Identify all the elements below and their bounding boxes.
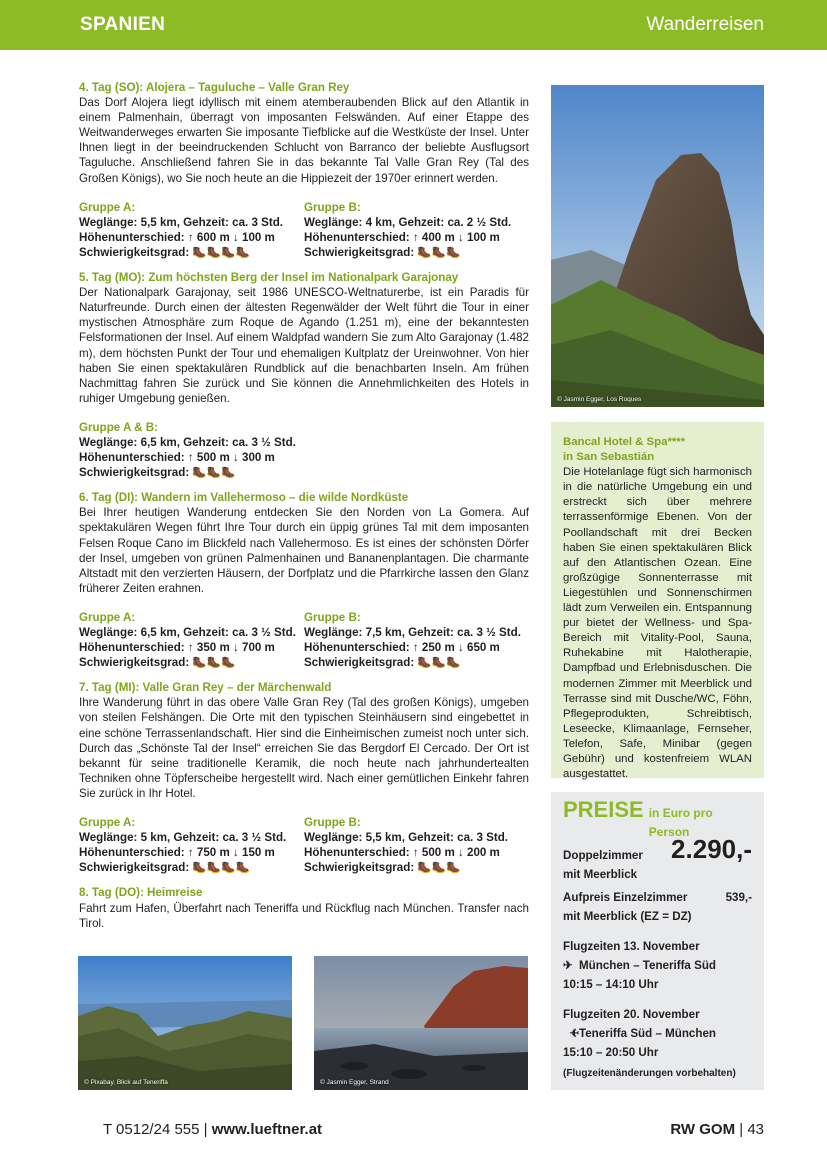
group-a: [79, 815, 304, 875]
day-6: [79, 490, 529, 670]
flight-route-row: [563, 956, 752, 975]
day-4: [79, 80, 529, 260]
flight-route: München – Teneriffa Süd: [579, 959, 716, 972]
hotel-box: [551, 422, 764, 781]
group-title: Gruppe A:: [79, 816, 136, 830]
prices-subtitle: in Euro pro Person: [648, 806, 713, 839]
footer-contact: [103, 1121, 322, 1138]
group-a: [79, 610, 304, 670]
group-length: Weglänge: 7,5 km, Gehzeit: ca. 3 ½ Std.: [304, 626, 521, 639]
double-room-amount: 2.290,-: [671, 834, 752, 864]
group-length: Weglänge: 4 km, Gehzeit: ca. 2 ½ Std.: [304, 215, 512, 229]
day-text: Bei Ihrer heutigen Wanderung entdecken Sie den Norden von La Gomera. Auf spektakulären Wegen führt Ihre Tour durch ein üppig grünes Tal mit dem imposanten Felsen Roque Cano im Blickfeld nach Vallehermoso. Es ist eines der schönsten Dörfer der Insel, umgeben von grünen Palmenhainen und Bananenplantagen. Die charmante Altstadt mit den verzierten Häusern, der Dorfplatz und die Pfarrkirche lassen den Glanz früherer Zeiten erahnen.: [79, 506, 529, 595]
day-title: 4. Tag (SO): Alojera – Taguluche – Valle Gran Rey: [79, 81, 350, 94]
double-room-price: [563, 834, 752, 884]
category-label: Wanderreisen: [646, 14, 764, 35]
group-a: [79, 200, 304, 260]
group-difficulty: Schwierigkeitsgrad: 🥾🥾🥾: [79, 656, 236, 670]
hotel-location: in San Sebastián: [563, 451, 655, 464]
hotel-description: Die Hotelanlage fügt sich harmonisch in die natürliche Umgebung ein und erstreckt sich über mehrere terrassenförmige Ebenen. Von der Poollandschaft mit drei Becken haben Sie einen spektakulären Blick auf den Atlantischen Ozean. Eine großzügige Sonnenterrasse mit Liegestühlen und Sonnenschirmen lädt zum Verweilen ein. Entspannung pur bietet der Wellness- und Spa-Bereich mit Vitality-Pool, Sauna, Ruhekabine mit Halotherapie, Dampfbad und Erlebnisduschen. Die modernen Zimmer mit Meerblick und Terrasse sind mit Dusche/WC, Föhn, Pflegeprodukten, Schreibtisch, Leseecke, Klimaanlage, Fernseher, Telefon, Safe, Minibar (gegen Gebühr) und kostenfreiem WLAN ausgestattet.: [563, 466, 752, 781]
flight-title: Flugzeiten 13. November: [563, 940, 700, 953]
day-title: 6. Tag (DI): Wandern im Vallehermoso – die wilde Nordküste: [79, 491, 409, 505]
group-info: [79, 420, 529, 480]
group-elevation: Höhenunterschied: ↑ 600 m ↓ 100 m: [79, 230, 275, 244]
itinerary-column: [79, 80, 529, 931]
photo-credit: © Jasmin Egger, Strand: [320, 1079, 389, 1086]
footer-phone: T 0512/24 555: [103, 1121, 200, 1138]
group-b: [304, 815, 529, 875]
prices-box: [551, 792, 764, 1090]
plane-arrival-icon: ✈: [569, 1027, 579, 1040]
group-difficulty: Schwierigkeitsgrad: 🥾🥾🥾: [304, 245, 461, 259]
day-text: Das Dorf Alojera liegt idyllisch mit einem atemberaubenden Blick auf den Atlantik in einem Palmenhain, überragt von imposanten Felswänden. Auf einer Etappe des Weitwanderweges erwarten Sie imposante Tiefblicke auf die Westküste der Insel. Unter Ihnen liegt in der beeindruckenden Schlucht von Barranco der beliebte Ausflugsort Taguluche. Anschließend fahren Sie in das bekannte Tal Valle Gran Rey (Tal des Großen Königs), wo Sie noch heute an die Hippiezeit der 1970er erinnert werden.: [79, 96, 529, 185]
prices-title: PREISE: [563, 797, 644, 822]
flight-route-row: [563, 1024, 752, 1043]
group-elevation: Höhenunterschied: ↑ 750 m ↓ 150 m: [79, 846, 275, 860]
flight-outbound: [563, 937, 752, 994]
photo-credit: © Pixabay, Blick auf Teneriffa: [84, 1079, 168, 1086]
group-b: [304, 200, 529, 260]
group-difficulty: Schwierigkeitsgrad: 🥾🥾🥾: [304, 861, 461, 875]
group-elevation: Höhenunterschied: ↑ 400 m ↓ 100 m: [304, 230, 500, 244]
footer-page-info: [670, 1121, 764, 1138]
group-title: Gruppe A & B:: [79, 420, 159, 434]
flight-return: [563, 1005, 752, 1062]
flight-title: Flugzeiten 20. November: [563, 1008, 700, 1021]
day-text: Fahrt zum Hafen, Überfahrt nach Teneriffa und Rückflug nach München. Transfer nach Tirol.: [79, 901, 529, 930]
double-room-label-2: mit Meerblick: [563, 868, 638, 881]
day-text: Ihre Wanderung führt in das obere Valle Gran Rey (Tal des großen Königs), umgeben von steilen Felshängen. Die Orte mit den typischen Steinhäusern sind eingebettet in eine schöne Terrassenlandschaft. Hier sind die Einheimischen zumeist noch unter sich. Durch das „Schönste Tal der Insel“ erreichen Sie das Bergdorf El Cercado. Der Ort ist bekannt für seine traditionelle Keramik, die noch heute nach jahrhundertealten Techniken ohne Töpferscheibe hergestellt wird. Nach einer gemütlichen Einkehr fahren Sie zurück in Ihr Hotel.: [79, 696, 529, 800]
flight-times: 10:15 – 14:10 Uhr: [563, 978, 659, 991]
flight-route: Teneriffa Süd – München: [579, 1027, 716, 1040]
footer-separator: |: [739, 1121, 744, 1138]
flight-note: (Flugzeitenänderungen vorbehalten): [563, 1068, 736, 1079]
group-difficulty: Schwierigkeitsgrad: 🥾🥾🥾: [79, 466, 236, 480]
group-title: Gruppe A:: [79, 610, 136, 624]
footer-separator: |: [203, 1121, 208, 1138]
plane-departure-icon: ✈: [563, 959, 573, 972]
group-length: Weglänge: 6,5 km, Gehzeit: ca. 3 ½ Std.: [79, 626, 296, 639]
group-a-b: [79, 420, 315, 480]
group-info: [79, 610, 529, 670]
beach-image: [314, 956, 528, 1090]
valley-image: [78, 956, 292, 1090]
group-title: Gruppe B:: [304, 200, 361, 214]
day-title: 8. Tag (DO): Heimreise: [79, 886, 203, 900]
group-elevation: Höhenunterschied: ↑ 350 m ↓ 700 m: [79, 641, 275, 655]
single-supplement-label: Aufpreis Einzelzimmer: [563, 891, 688, 904]
single-supplement-label-2: mit Meerblick (EZ = DZ): [563, 910, 692, 923]
group-b: [304, 610, 529, 670]
group-difficulty: Schwierigkeitsgrad: 🥾🥾🥾🥾: [79, 245, 251, 259]
footer-page-number: 43: [747, 1121, 764, 1138]
group-difficulty: Schwierigkeitsgrad: 🥾🥾🥾: [304, 656, 461, 670]
header-bar: [0, 0, 827, 50]
group-length: Weglänge: 5,5 km, Gehzeit: ca. 3 Std.: [79, 215, 284, 229]
country-label: SPANIEN: [80, 14, 166, 35]
single-supplement-price: [563, 888, 752, 926]
footer-website-link[interactable]: www.lueftner.at: [211, 1121, 323, 1138]
day-text: Der Nationalpark Garajonay, seit 1986 UNESCO-Weltnaturerbe, ist ein Paradis für Naturfreunde. Durch einen der ältesten Regenwälder der Welt führt die Tour in einer mystischen Atmosphäre zum Roque de Agando (1.251 m), eine der bekanntesten Felsformationen der Insel. Auf einem Waldpfad wandern Sie zum Alto Garajonay (1.482 m), dem höchsten Punkt der Tour und ehemaligen Kultplatz der Ureinwohner. Von hier haben Sie einen spektakulären Rundblick auf die benachbarten Inseln. Am frühen Nachmittag fahren Sie zurück und Sie können die Annehmlichkeiten des Hotels in ruhiger Umgebung genießen.: [79, 286, 529, 405]
los-roques-image: [551, 85, 764, 407]
photo-los-roques: [551, 85, 764, 407]
photo-view-teneriffa: [78, 956, 292, 1090]
group-title: Gruppe B:: [304, 610, 361, 624]
photo-beach: [314, 956, 528, 1090]
group-difficulty: Schwierigkeitsgrad: 🥾🥾🥾🥾: [79, 861, 251, 875]
photo-credit: © Jasmin Egger, Los Roques: [557, 396, 642, 403]
group-title: Gruppe A:: [79, 200, 136, 214]
group-elevation: Höhenunterschied: ↑ 250 m ↓ 650 m: [304, 641, 500, 655]
group-info: [79, 200, 529, 260]
single-supplement-amount: 539,-: [725, 891, 752, 904]
group-length: Weglänge: 5,5 km, Gehzeit: ca. 3 Std.: [304, 831, 509, 845]
group-length: Weglänge: 5 km, Gehzeit: ca. 3 ½ Std.: [79, 831, 287, 845]
group-info: [79, 815, 529, 875]
day-title: 7. Tag (MI): Valle Gran Rey – der Märchenwald: [79, 681, 332, 695]
day-title: 5. Tag (MO): Zum höchsten Berg der Insel im Nationalpark Garajonay: [79, 271, 459, 285]
group-title: Gruppe B:: [304, 816, 361, 830]
group-elevation: Höhenunterschied: ↑ 500 m ↓ 300 m: [79, 451, 275, 465]
footer-trip-code: RW GOM: [670, 1121, 736, 1138]
day-8: [79, 885, 529, 930]
group-length: Weglänge: 6,5 km, Gehzeit: ca. 3 ½ Std.: [79, 435, 296, 449]
group-elevation: Höhenunterschied: ↑ 500 m ↓ 200 m: [304, 846, 500, 860]
hotel-title: Bancal Hotel & Spa****: [563, 436, 686, 448]
day-7: [79, 680, 529, 875]
flight-times: 15:10 – 20:50 Uhr: [563, 1046, 659, 1059]
double-room-label: Doppelzimmer: [563, 849, 643, 862]
day-5: [79, 270, 529, 480]
